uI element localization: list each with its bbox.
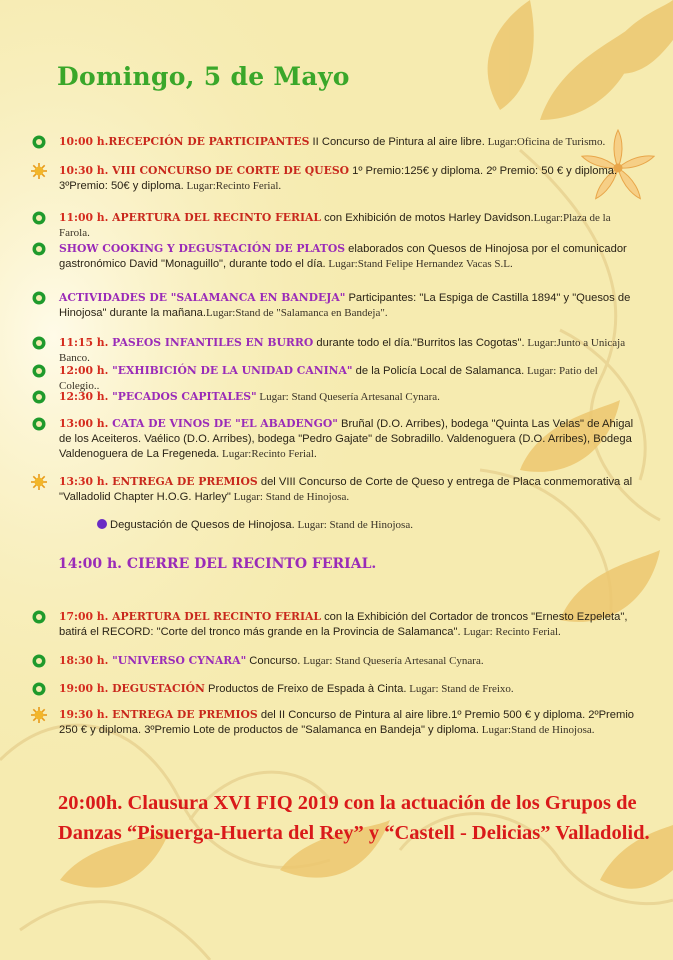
event-item: 13:00 h. CATA DE VINOS DE "EL ABADENGO" Bruñal (D.O. Arribes), bodega "Quinta Las Velas" de Ahigal de los Aceiteros. Vaélico (D.O. Arribes), bodega "Pedro Gajate" de Sobradillo. Valdenoguera (D.O. Arribes), Bodega Valdenoguera de La Fregeneda. Lugar:Recinto Ferial. [30, 416, 640, 462]
closing-announcement: 14:00 h. CIERRE DEL RECINTO FERIAL. [58, 556, 377, 572]
green-circle-icon [30, 653, 48, 669]
event-item: 12:00 h. "EXHIBICIÓN DE LA UNIDAD CANINA" de la Policía Local de Salamanca. Lugar: Patio del Colegio.. [30, 363, 640, 394]
green-circle-icon [30, 134, 48, 150]
event-item: ACTIVIDADES DE "SALAMANCA EN BANDEJA" Participantes: "La Espiga de Castilla 1894" y "Quesos de Hinojosa" durante la mañana.Lugar:Stand de "Salamanca en Bandeja". [30, 290, 640, 321]
event-item: 11:00 h. APERTURA DEL RECINTO FERIAL con Exhibición de motos Harley Davidson.Lugar:Plaza de la Farola. [30, 210, 640, 241]
sun-icon [30, 474, 48, 490]
green-circle-icon [30, 335, 48, 351]
green-circle-icon [30, 389, 48, 405]
green-circle-icon [30, 416, 48, 432]
sun-icon [30, 163, 48, 179]
event-item: 19:30 h. ENTREGA DE PREMIOS del II Concurso de Pintura al aire libre.1º Premio 500 € y diploma. 2ºPremio 250 € y diploma. 3ºPremio Lote de productos de "Salamanca en Bandeja" y diploma. Lugar:Stand de Hinojosa. [30, 707, 640, 738]
green-circle-icon [30, 363, 48, 379]
sun-icon [30, 707, 48, 723]
event-item: 18:30 h. "UNIVERSO CYNARA" Concurso. Lugar: Stand Quesería Artesanal Cynara. [30, 653, 640, 669]
event-item: 10:30 h. VIII CONCURSO DE CORTE DE QUESO 1º Premio:125€ y diploma. 2º Premio: 50 € y diploma. 3ºPremio: 50€ y diploma. Lugar:Recinto Ferial. [30, 163, 640, 194]
green-circle-icon [30, 241, 48, 257]
event-item: 10:00 h.RECEPCIÓN DE PARTICIPANTES II Concurso de Pintura al aire libre. Lugar:Oficina de Turismo. [30, 134, 640, 150]
page-title: Domingo, 5 de Mayo [57, 62, 350, 91]
event-item: 13:30 h. ENTREGA DE PREMIOS del VIII Concurso de Corte de Queso y entrega de Placa conmemorativa al "Valladolid Chapter H.O.G. Harley" Lugar: Stand de Hinojosa. [30, 474, 640, 505]
green-circle-icon [30, 609, 48, 625]
event-item: 12:30 h. "PECADOS CAPITALES" Lugar: Stand Quesería Artesanal Cynara. [30, 389, 640, 405]
green-circle-icon [30, 290, 48, 306]
purple-dot-icon [97, 519, 107, 529]
event-item: 11:15 h. PASEOS INFANTILES EN BURRO durante todo el día."Burritos las Cogotas". Lugar:Junto a Unicaja Banco. [30, 335, 640, 366]
event-item: 17:00 h. APERTURA DEL RECINTO FERIAL con la Exhibición del Cortador de troncos "Ernesto Ezpeleta", batirá el RECORD: "Corte del tronco más grande en la Provincia de Salamanca". Lugar: Recinto Ferial. [30, 609, 640, 640]
event-item: SHOW COOKING Y DEGUSTACIÓN DE PLATOS elaborados con Quesos de Hinojosa por el comunicador gastronómico David "Monaguillo", durante todo el día. Lugar:Stand Felipe Hernandez Vacas S.L. [30, 241, 640, 272]
green-circle-icon [30, 210, 48, 226]
sub-item: Degustación de Quesos de Hinojosa. Lugar: Stand de Hinojosa. [97, 519, 413, 531]
event-item: 19:00 h. DEGUSTACIÓN Productos de Freixo de Espada à Cinta. Lugar: Stand de Freixo. [30, 681, 640, 697]
closing-ceremony-text: 20:00h. Clausura XVI FIQ 2019 con la actuación de los Grupos de Danzas “Pisuerga-Huerta del Rey” y “Castell - Delicias” Valladolid. [58, 792, 650, 844]
green-circle-icon [30, 681, 48, 697]
